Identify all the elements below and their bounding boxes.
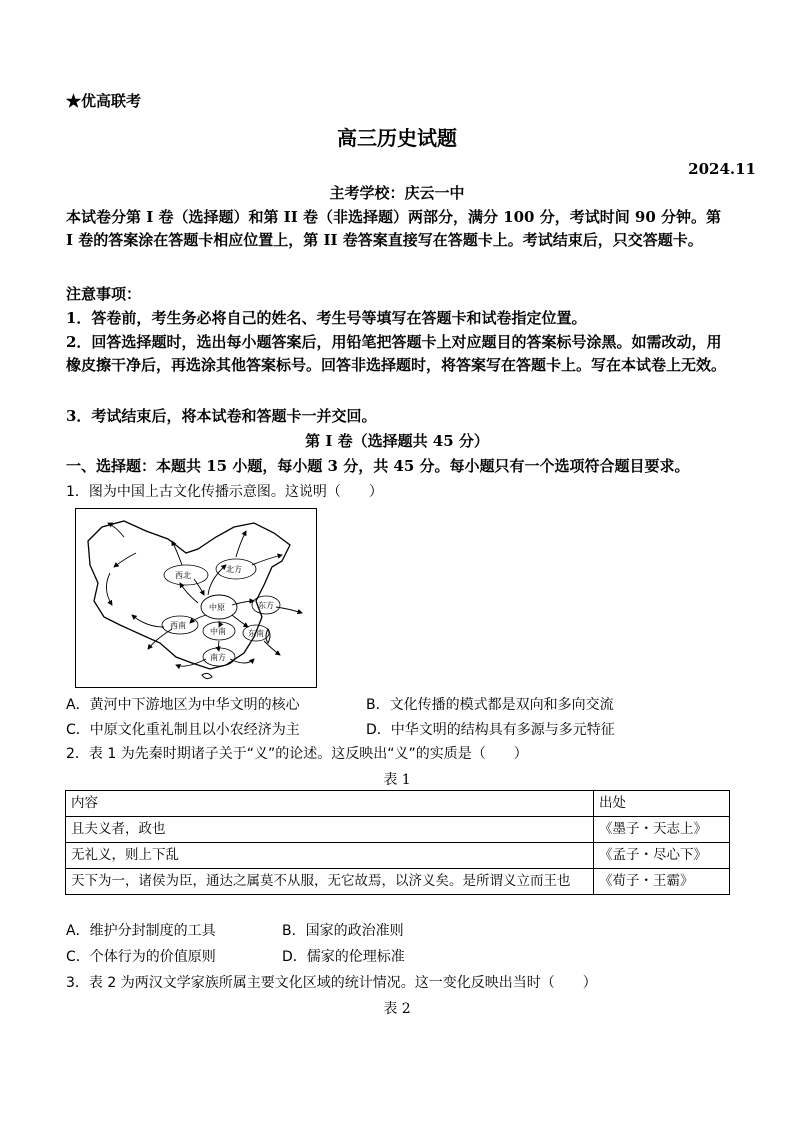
q1-option-b: B．文化传播的模式都是双向和多向交流 xyxy=(366,697,614,713)
note-item: 3．考试结束后，将本试卷和答题卡一并交回。 xyxy=(66,407,377,425)
host-school: 主考学校：庆云一中 xyxy=(329,184,465,202)
map-label-southwest: 西南 xyxy=(170,621,186,630)
question-2-stem: 2．表 1 为先秦时期诸子关于“义”的论述。这反映出“义”的实质是（ ） xyxy=(66,746,528,762)
table-row xyxy=(66,817,730,843)
table-row xyxy=(66,843,730,869)
table-cell-content: 且夫义者，政也 xyxy=(66,817,594,843)
table-cell-source: 《荀子・王霸》 xyxy=(594,869,730,895)
q1-option-c: C．中原文化重礼制且以小农经济为主 xyxy=(66,722,300,738)
section-heading: 一、选择题：本题共 15 小题，每小题 3 分，共 45 分。每小题只有一个选项符合题目要求。 xyxy=(66,457,690,475)
notes-heading: 注意事项： xyxy=(66,285,142,303)
q2-option-b: B．国家的政治准则 xyxy=(282,923,404,939)
map-label-central-plains: 中原 xyxy=(209,603,225,612)
q2-option-c: C．个体行为的价值原则 xyxy=(66,949,216,965)
part-heading: 第 I 卷（选择题共 45 分） xyxy=(305,432,489,450)
exam-brand-mark: ★优高联考 xyxy=(66,92,142,110)
table-1 xyxy=(65,790,730,895)
map-label-south: 南方 xyxy=(210,653,226,662)
table-1-caption: 表 1 xyxy=(383,772,411,788)
table-cell-content: 无礼义，则上下乱 xyxy=(66,843,594,869)
map-label-east: 东方 xyxy=(258,601,274,610)
q1-option-a: A．黄河中下游地区为中华文明的核心 xyxy=(66,697,300,713)
table-cell-source: 《孟子・尽心下》 xyxy=(594,843,730,869)
q2-option-a: A．维护分封制度的工具 xyxy=(66,923,216,939)
note-item: 2．回答选择题时，选出每小题答案后，用铅笔把答题卡上对应题目的答案标号涂黑。如需改动，用橡皮擦干净后，再选涂其他答案标号。回答非选择题时，将答案写在答题卡上。写在本试卷上无效。 xyxy=(66,333,727,374)
culture-spread-map xyxy=(75,508,317,688)
table-header-source: 出处 xyxy=(594,791,730,817)
q2-option-d: D．儒家的伦理标准 xyxy=(282,949,405,965)
map-label-central-south: 中南 xyxy=(210,627,226,636)
map-label-southeast: 东南 xyxy=(248,629,264,638)
table-2-caption: 表 2 xyxy=(383,1001,411,1017)
table-cell-content: 天下为一，诸侯为臣，通达之属莫不从服，无它故焉，以济义矣。是所谓义立而王也 xyxy=(66,869,594,895)
note-item: 1．答卷前，考生务必将自己的姓名、考生号等填写在答题卡和试卷指定位置。 xyxy=(66,309,587,327)
exam-instructions: 本试卷分第 I 卷（选择题）和第 II 卷（非选择题）两部分，满分 100 分，考试时间 90 分钟。第 I 卷的答案涂在答题卡相应位置上，第 II 卷答案直接写在答题卡上。考试结束后，只交答题卡。 xyxy=(66,208,722,249)
question-3-stem: 3．表 2 为两汉文学家族所属主要文化区域的统计情况。这一变化反映出当时（ ） xyxy=(66,975,597,991)
question-1-stem: 1．图为中国上古文化传播示意图。这说明（ ） xyxy=(66,484,383,500)
map-label-north: 北方 xyxy=(226,565,242,574)
table-header-content: 内容 xyxy=(66,791,594,817)
q1-option-d: D．中华文明的结构具有多源与多元特征 xyxy=(366,722,615,738)
exam-date: 2024.11 xyxy=(688,160,756,178)
table-cell-source: 《墨子・天志上》 xyxy=(594,817,730,843)
page-title: 高三历史试题 xyxy=(337,126,457,150)
table-header-row xyxy=(66,791,730,817)
table-row xyxy=(66,869,730,895)
map-label-northwest: 西北 xyxy=(175,571,191,580)
